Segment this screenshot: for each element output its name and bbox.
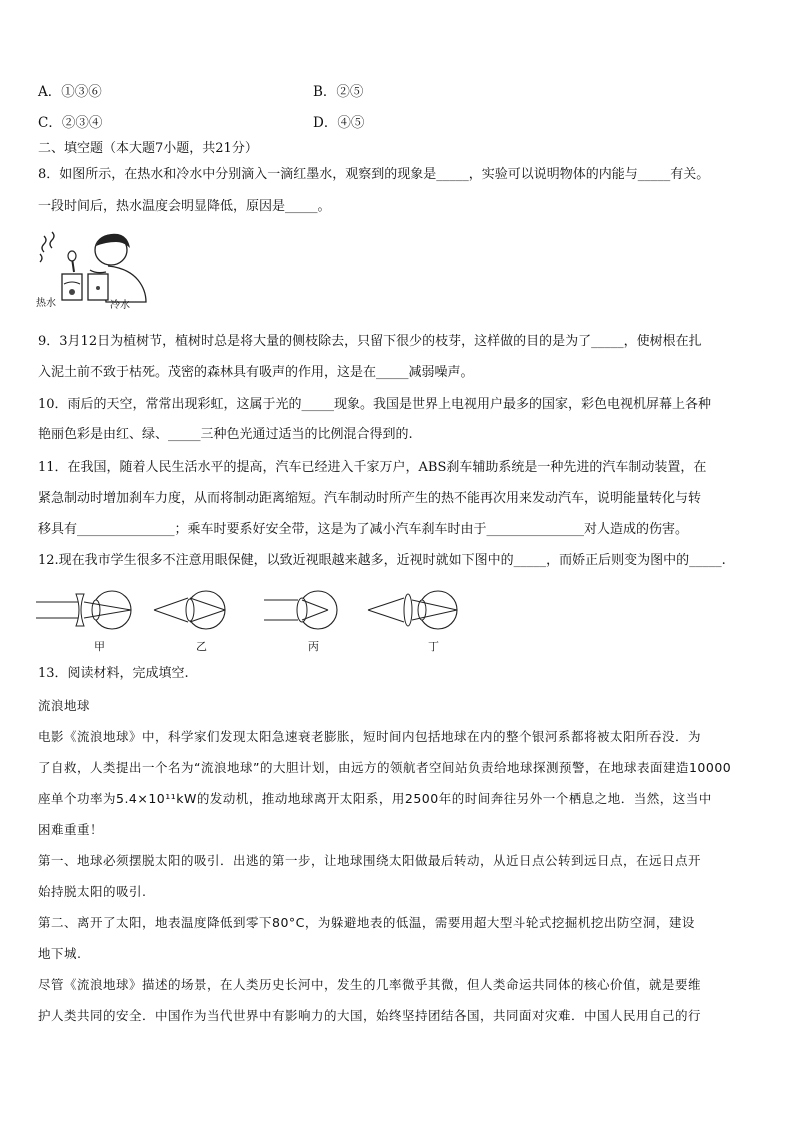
section-title: 二、填空题（本大题7小题，共21分）	[38, 141, 258, 156]
eye-diagram-bing	[264, 591, 337, 629]
eye-diagrams	[36, 588, 466, 654]
label-bing: 丙	[308, 640, 319, 653]
q10-line1: 10．雨后的天空，常常出现彩虹，这属于光的_____现象。我国是世界上电视用户最多的国家，彩色电视机屏幕上各种	[38, 397, 712, 412]
q11-line1: 11．在我国，随着人民生活水平的提高，汽车已经进入千家万户，ABS刹车辅助系统是一种先进的汽车制动装置，在	[38, 460, 707, 475]
q9-line1: 9．3月12日为植树节，植树时总是将大量的侧枝除去，只留下很少的枝芽，这样做的目的是为了_____，使树根在扎	[38, 334, 702, 349]
q9-line2: 入泥土前不致于枯死。茂密的森林具有吸声的作用，这是在_____减弱噪声。	[38, 365, 474, 380]
story-title: 流浪地球	[38, 698, 91, 713]
hot-water-label: 热水	[36, 298, 56, 309]
option-d: D．④⑤	[313, 115, 365, 131]
story-p1-line2: 了自救，人类提出一个名为“流浪地球”的大胆计划，由远方的领航者空间站负责给地球探测预警，在地球表面建造10000	[38, 760, 732, 775]
q11-line3: 移具有_______________；乘车时要系好安全带，这是为了减小汽车刹车时由于_______________对人造成的伤害。	[38, 522, 689, 537]
q10-line2: 艳丽色彩是由红、绿、_____三种色光通过适当的比例混合得到的.	[38, 427, 413, 442]
story-p1-line4: 困难重重！	[38, 822, 104, 837]
label-jia: 甲	[94, 640, 105, 653]
eye-diagram-yi	[154, 591, 225, 629]
story-p1-line1: 电影《流浪地球》中，科学家们发现太阳急速衰老膨胀，短时间内包括地球在内的整个银河系都将被太阳所吞没．为	[38, 729, 702, 744]
cold-water-label: 冷水	[110, 300, 130, 311]
option-a: A．①③⑥	[38, 84, 102, 100]
option-b: B．②⑤	[313, 84, 364, 100]
story-p4-line1: 尽管《流浪地球》描述的场景，在人类历史长河中，发生的几率微乎其微，但人类命运共同体的核心价值，就是要维	[38, 977, 702, 992]
label-yi: 乙	[196, 640, 207, 653]
q11-line2: 紧急制动时增加刹车力度，从而将制动距离缩短。汽车制动时所产生的热不能再次用来发动汽车，说明能量转化与转	[38, 491, 702, 506]
q8-line1: 8．如图所示，在热水和冷水中分别滴入一滴红墨水，观察到的现象是_____，实验可以说明物体的内能与_____有关。	[38, 167, 710, 182]
story-p4-line2: 护人类共同的安全．中国作为当代世界中有影响力的大国，始终坚持团结各国，共同面对灾难．中国人民用自己的行	[38, 1008, 702, 1023]
eye-lens-diagrams	[36, 588, 466, 638]
label-ding: 丁	[428, 640, 439, 653]
story-p1-line3: 座单个功率为5.4×10¹¹kW的发动机，推动地球离开太阳系，用2500年的时间奔往另外一个栖息之地．当然，这当中	[38, 791, 712, 806]
eye-diagram-ding	[368, 591, 457, 629]
story-p2-line2: 始持脱太阳的吸引.	[38, 884, 147, 899]
story-p2-line1: 第一、地球必须摆脱太阳的吸引．出逃的第一步，让地球围绕太阳做最后转动，从近日点公转到远日点，在远日点开	[38, 853, 702, 868]
q12-line1: 12.现在我市学生很多不注意用眼保健，以致近视眼越来越多，近视时就如下图中的_____，而娇正后则变为图中的_____.	[38, 553, 726, 568]
hot-cold-water-figure	[36, 226, 154, 312]
q8-line2: 一段时间后，热水温度会明显降低，原因是_____。	[38, 199, 331, 214]
option-c: C．②③④	[38, 115, 103, 131]
story-p3-line1: 第二、离开了太阳，地表温度降低到零下80°C，为躲避地表的低温，需要用超大型斗轮式挖掘机挖出防空洞，建设	[38, 915, 695, 930]
story-p3-line2: 地下城.	[38, 946, 82, 961]
eye-diagram-jia	[36, 591, 131, 629]
q13-line1: 13．阅读材料，完成填空.	[38, 666, 189, 681]
